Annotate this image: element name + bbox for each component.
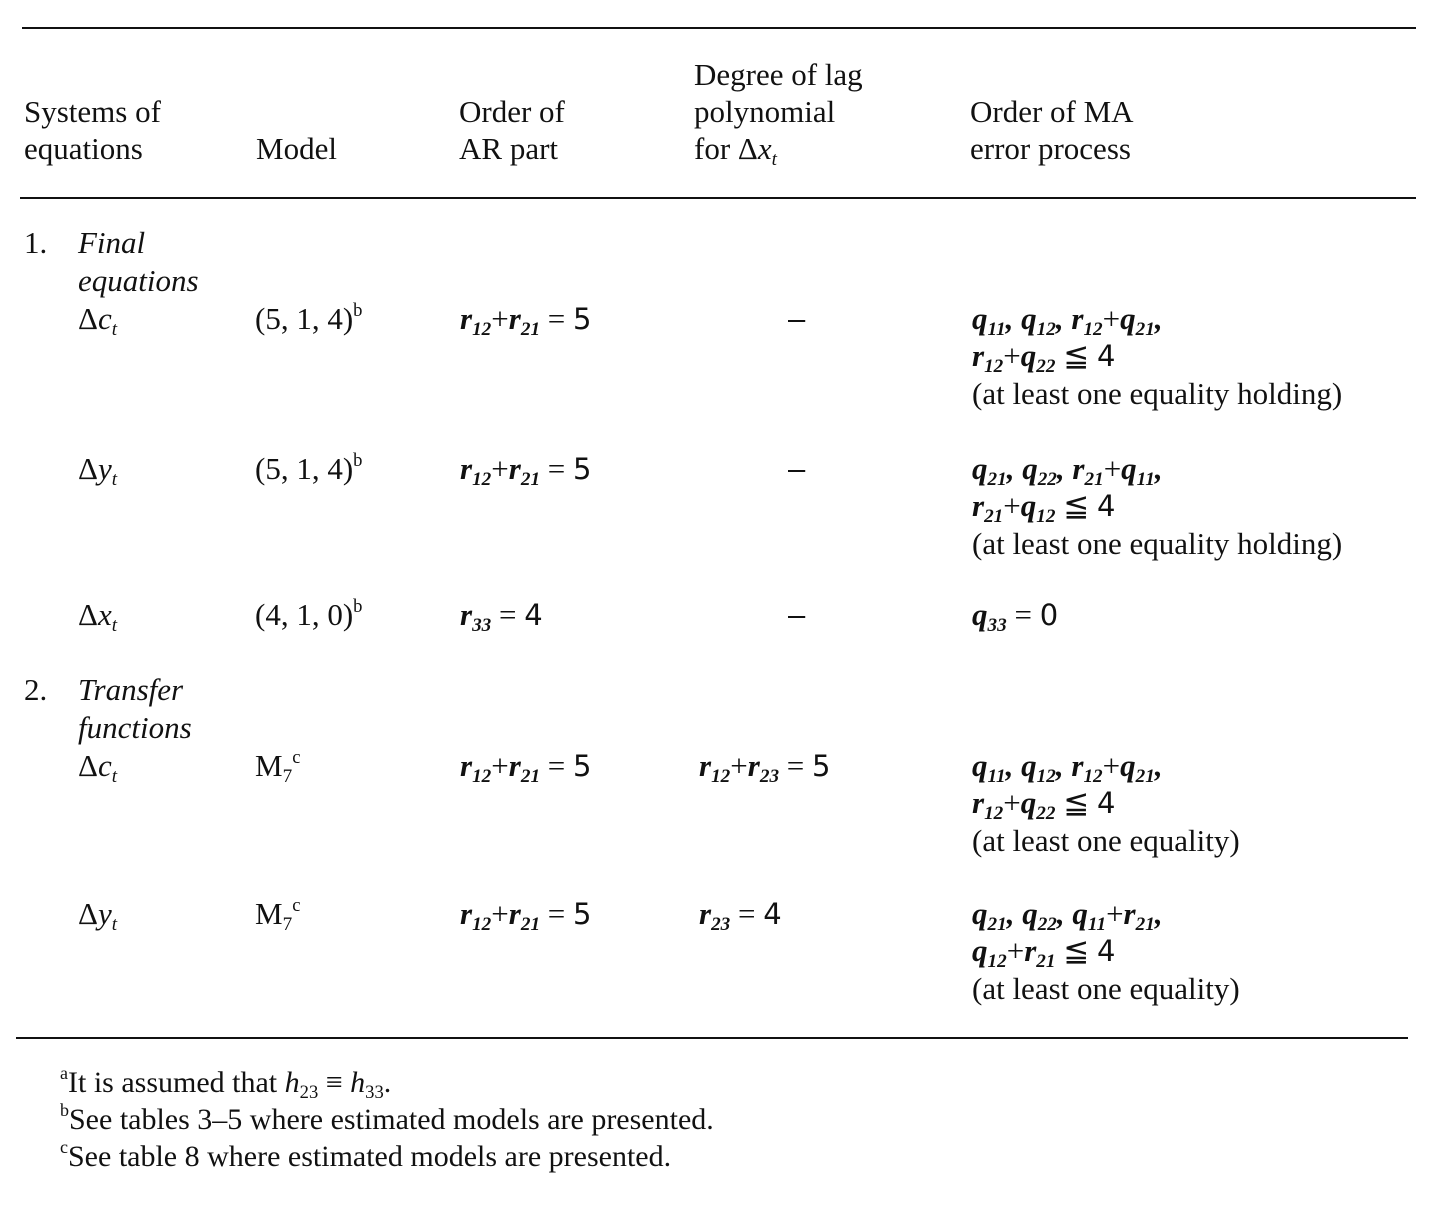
ar-cell: $r_{12}+r_{21} = 5$	[460, 301, 592, 340]
footnote-a: $^a$It is assumed that $h_{23} \equiv h_{33}$.	[60, 1063, 392, 1103]
header-line: Systems of	[24, 94, 161, 129]
footnote-ref-c[interactable]: c	[292, 746, 301, 768]
footnote-mark: c	[60, 1137, 68, 1157]
ma-cell: $q_{33} = 0$	[972, 597, 1059, 636]
column-header-ma	[970, 93, 1134, 167]
header-line: polynomial	[694, 94, 836, 129]
footnote-c: $^c$See table 8 where estimated models are presented.	[60, 1137, 672, 1173]
model-cell: (5, 1, 4)$^b$	[255, 299, 363, 336]
model-cell: $M_7^c$	[255, 746, 301, 787]
footnote-mark: a	[60, 1063, 68, 1083]
header-line: Order of MA	[970, 94, 1134, 129]
section-number: 1.	[24, 225, 48, 260]
header-line: AR part	[459, 131, 559, 166]
ma-cell: $q_{21}$, $q_{22}$, $r_{21}+q_{11}$, $r_{21}+q_{12}$ ≦ 4 (at least one equality holding)	[972, 451, 1343, 561]
footnote-ref-b[interactable]: b	[353, 449, 363, 471]
footnote-ref-b[interactable]: b	[353, 299, 363, 321]
ar-cell: $r_{12}+r_{21} = 5$	[460, 896, 592, 935]
model-cell: (4, 1, 0)$^b$	[255, 595, 363, 632]
equation-label: $\Delta y_t$	[78, 896, 118, 935]
footnote-ref-b[interactable]: b	[353, 595, 363, 617]
footnote-ref-c[interactable]: c	[292, 894, 301, 916]
equation-label: $\Delta y_t$	[78, 451, 118, 490]
equation-label: $\Delta c_t$	[78, 301, 118, 340]
lag-cell: $r_{12}+r_{23} = 5$	[699, 748, 831, 787]
lag-cell: –	[788, 597, 806, 632]
lag-cell: –	[788, 301, 806, 336]
footnote-mark: b	[60, 1100, 69, 1120]
equation-label: $\Delta x_t$	[78, 597, 118, 636]
section-number: 2.	[24, 672, 48, 707]
column-header-ar	[459, 93, 565, 167]
column-header-lag	[694, 56, 863, 170]
header-line: for $\Delta x_t$	[694, 131, 777, 170]
header-line: Model	[256, 131, 337, 166]
ma-cell: $q_{11}$, $q_{12}$, $r_{12}+q_{21}$, $r_{12}+q_{22}$ ≦ 4 (at least one equality)	[972, 748, 1240, 858]
ma-cell: $q_{11}$, $q_{12}$, $r_{12}+q_{21}$, $r_{12}+q_{22}$ ≦ 4 (at least one equality holding)	[972, 301, 1343, 411]
header-line: Degree of lag	[694, 57, 863, 92]
section-title: Transfer functions	[78, 672, 192, 745]
footnote-b: $^b$See tables 3–5 where estimated models are presented.	[60, 1100, 714, 1136]
footnotes	[60, 1064, 714, 1175]
column-header-model	[256, 130, 337, 167]
model-cell: (5, 1, 4)$^b$	[255, 449, 363, 486]
table-top-rule	[22, 27, 1416, 29]
section-title: Final equations	[78, 225, 199, 298]
ar-cell: $r_{33} = 4$	[460, 597, 543, 636]
lag-cell: –	[788, 451, 806, 486]
header-line: error process	[970, 131, 1131, 166]
table-header-rule	[20, 197, 1416, 199]
ar-cell: $r_{12}+r_{21} = 5$	[460, 451, 592, 490]
header-line: equations	[24, 131, 143, 166]
table-bottom-rule	[16, 1037, 1408, 1039]
column-header-systems	[24, 93, 161, 167]
lag-cell: $r_{23} = 4$	[699, 896, 782, 935]
header-line: Order of	[459, 94, 565, 129]
equation-label: $\Delta c_t$	[78, 748, 118, 787]
model-cell: $M_7^c$	[255, 894, 301, 935]
ma-cell: $q_{21}$, $q_{22}$, $q_{11}+r_{21}$, $q_{12}+r_{21}$ ≦ 4 (at least one equality)	[972, 896, 1240, 1006]
ar-cell: $r_{12}+r_{21} = 5$	[460, 748, 592, 787]
